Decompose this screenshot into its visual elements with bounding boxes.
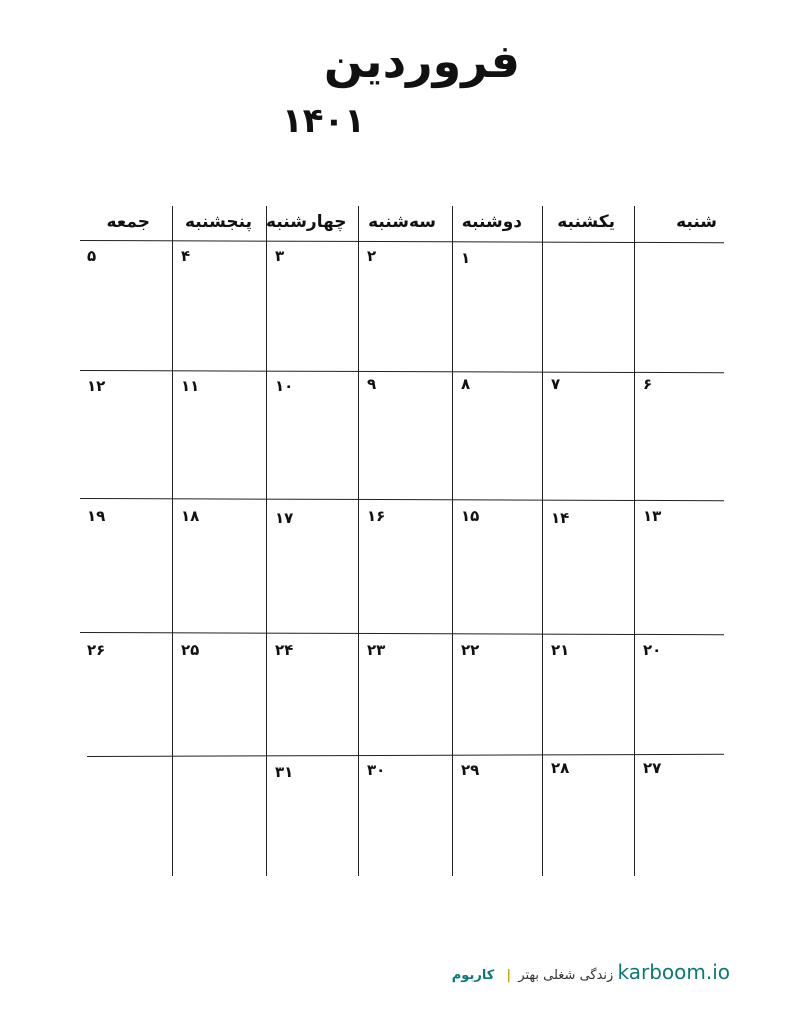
day-number: ۳۰ bbox=[367, 761, 386, 779]
grid-line bbox=[358, 206, 359, 876]
grid-line bbox=[80, 370, 724, 373]
day-number: ۴ bbox=[181, 247, 191, 265]
day-number: ۱ bbox=[461, 249, 471, 267]
grid-line bbox=[172, 206, 173, 876]
brand-link[interactable]: karboom.io bbox=[617, 960, 730, 984]
day-number: ۵ bbox=[87, 247, 97, 265]
day-number bbox=[551, 248, 575, 268]
day-number: ۲۶ bbox=[87, 641, 106, 659]
footer-tagline: زندگی شغلی بهتر bbox=[518, 968, 614, 983]
day-number: ۲۲ bbox=[461, 641, 480, 659]
day-number: ۹ bbox=[367, 375, 377, 393]
day-number: ۱۲ bbox=[87, 377, 106, 395]
weekday-label: دوشنبه bbox=[461, 212, 522, 232]
year-label: ۱۴۰۱ bbox=[282, 101, 366, 141]
day-number: ۲۹ bbox=[461, 761, 480, 779]
day-number: ۱۴ bbox=[551, 509, 570, 527]
day-number bbox=[87, 762, 111, 782]
day-number: ۳ bbox=[275, 247, 285, 265]
day-number: ۷ bbox=[551, 375, 561, 393]
footer-separator: | bbox=[506, 968, 512, 983]
day-number: ۳۱ bbox=[275, 763, 294, 781]
weekday-label: پنجشنبه bbox=[184, 212, 252, 232]
grid-line bbox=[266, 206, 267, 876]
day-number: ۶ bbox=[643, 375, 653, 393]
grid-line bbox=[87, 754, 724, 757]
footer-branding bbox=[452, 960, 730, 984]
day-number: ۲۴ bbox=[275, 641, 294, 659]
day-number: ۲۷ bbox=[643, 759, 662, 777]
day-number: ۲۸ bbox=[551, 759, 570, 777]
grid-line bbox=[452, 206, 453, 876]
day-number: ۲۱ bbox=[551, 641, 570, 659]
day-number: ۱۱ bbox=[181, 377, 200, 395]
weekday-label: سه‌شنبه bbox=[368, 212, 436, 232]
grid-line bbox=[634, 206, 635, 876]
calendar-grid bbox=[80, 200, 724, 876]
day-number bbox=[181, 762, 205, 782]
weekday-label: شنبه bbox=[676, 212, 717, 232]
day-number: ۲۰ bbox=[643, 641, 662, 659]
day-number: ۲۳ bbox=[367, 641, 386, 659]
weekday-label: جمعه bbox=[106, 212, 150, 232]
day-number: ۱۳ bbox=[643, 507, 662, 525]
grid-line bbox=[80, 632, 724, 635]
weekday-label: یکشنبه bbox=[557, 212, 615, 232]
brand-name-fa: کاربوم bbox=[451, 968, 495, 983]
day-number: ۱۵ bbox=[461, 507, 480, 525]
day-number: ۲ bbox=[367, 247, 377, 265]
weekday-label: چهارشنبه bbox=[266, 212, 347, 232]
day-number: ۱۷ bbox=[275, 509, 294, 527]
day-number: ۱۰ bbox=[275, 377, 294, 395]
day-number: ۸ bbox=[461, 375, 471, 393]
day-number: ۱۶ bbox=[367, 507, 386, 525]
day-number: ۱۸ bbox=[181, 507, 200, 525]
day-number: ۱۹ bbox=[87, 507, 106, 525]
day-number bbox=[643, 248, 667, 268]
grid-line bbox=[80, 498, 724, 501]
grid-line bbox=[542, 206, 543, 876]
day-number: ۲۵ bbox=[181, 641, 200, 659]
month-title: فروردین bbox=[323, 34, 520, 88]
grid-line bbox=[80, 240, 724, 243]
